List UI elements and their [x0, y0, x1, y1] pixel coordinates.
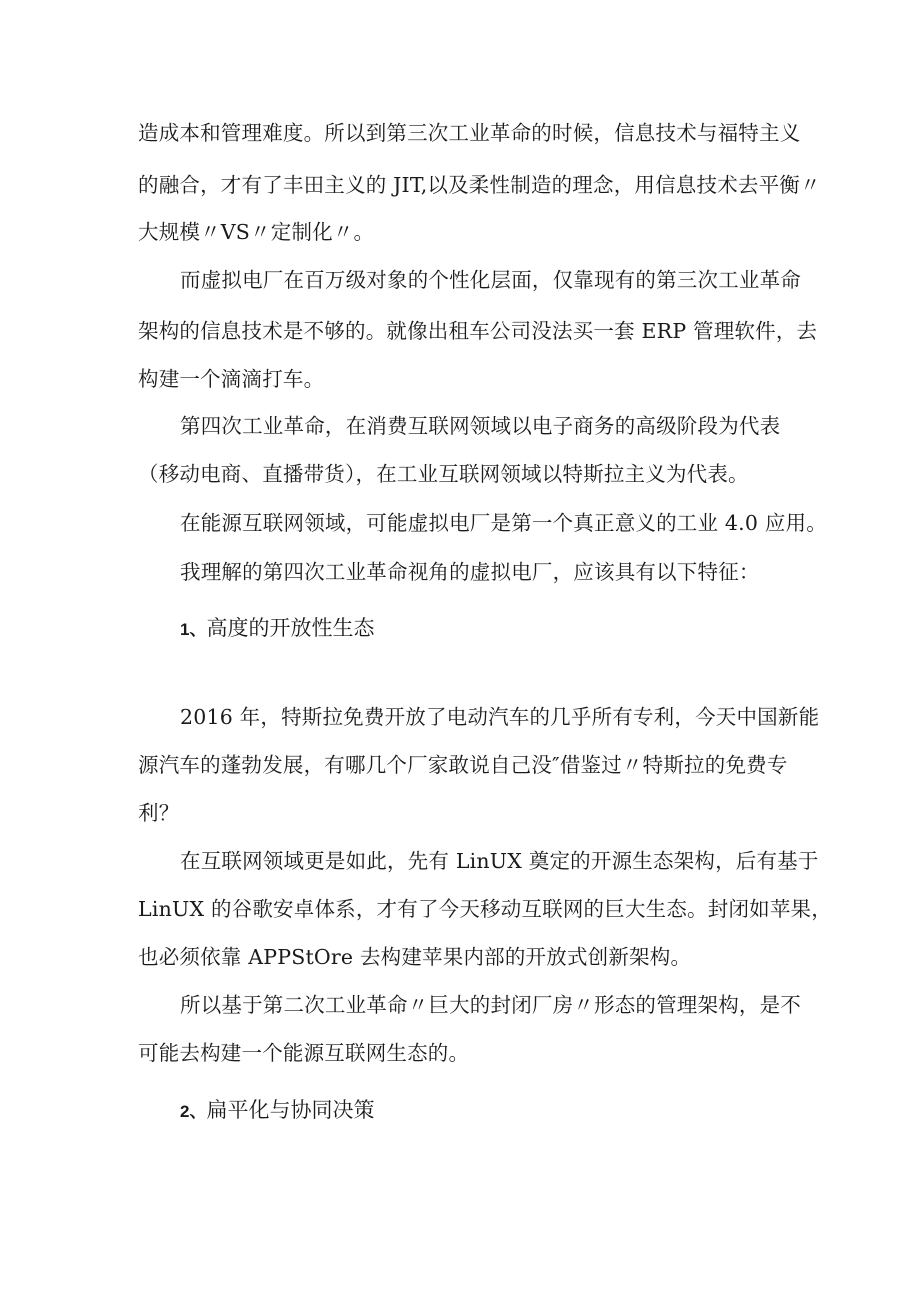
section-number: 2、 — [180, 1102, 207, 1121]
paragraph-line: 造成本和管理难度。所以到第三次工业革命的时候，信息技术与福特主义 — [138, 121, 801, 145]
paragraph-line: 在能源互联网领域，可能虚拟电厂是第一个真正意义的工业 4.0 应用。 — [180, 511, 827, 535]
paragraph-line: 2016 年，特斯拉免费开放了电动汽车的几乎所有专利，今天中国新能 — [180, 705, 820, 729]
paragraph-line: 也必须依靠 APPStOre 去构建苹果内部的开放式创新架构。 — [138, 945, 692, 969]
section-number: 1、 — [180, 620, 207, 639]
section-title: 扁平化与协同决策 — [206, 1098, 375, 1122]
paragraph-line: 构建一个滴滴打车。 — [138, 367, 325, 391]
paragraph-line: LinUX 的谷歌安卓体系，才有了今天移动互联网的巨大生态。封闭如苹果， — [138, 897, 832, 921]
paragraph-line: 的融合，才有了丰田主义的 JIT,以及柔性制造的理念，用信息技术去平衡〃 — [138, 173, 821, 197]
paragraph-line: 利？ — [138, 801, 180, 825]
section-title: 高度的开放性生态 — [206, 616, 375, 640]
section-heading — [180, 1097, 374, 1125]
paragraph-line: 第四次工业革命，在消费互联网领域以电子商务的高级阶段为代表 — [180, 414, 781, 438]
paragraph-line: 在互联网领域更是如此，先有 LinUX 奠定的开源生态架构，后有基于 — [180, 849, 819, 873]
paragraph-line: 而虚拟电厂在百万级对象的个性化层面，仅靠现有的第三次工业革命 — [180, 268, 801, 292]
paragraph-line: 大规模〃VS〃定制化〃。 — [138, 220, 375, 244]
paragraph-line: 架构的信息技术是不够的。就像出租车公司没法买一套 ERP 管理软件，去 — [138, 319, 818, 343]
paragraph-line: 源汽车的蓬勃发展，有哪几个厂家敢说自己没″借鉴过〃特斯拉的免费专 — [138, 753, 788, 777]
paragraph-line: 我理解的第四次工业革命视角的虚拟电厂，应该具有以下特征： — [180, 560, 760, 584]
paragraph-line: 可能去构建一个能源互联网生态的。 — [138, 1041, 470, 1065]
paragraph-line: （移动电商、直播带货），在工业互联网领域以特斯拉主义为代表。 — [138, 462, 749, 486]
paragraph-line: 所以基于第二次工业革命〃巨大的封闭厂房〃形态的管理架构，是不 — [180, 993, 801, 1017]
section-heading — [180, 615, 374, 643]
